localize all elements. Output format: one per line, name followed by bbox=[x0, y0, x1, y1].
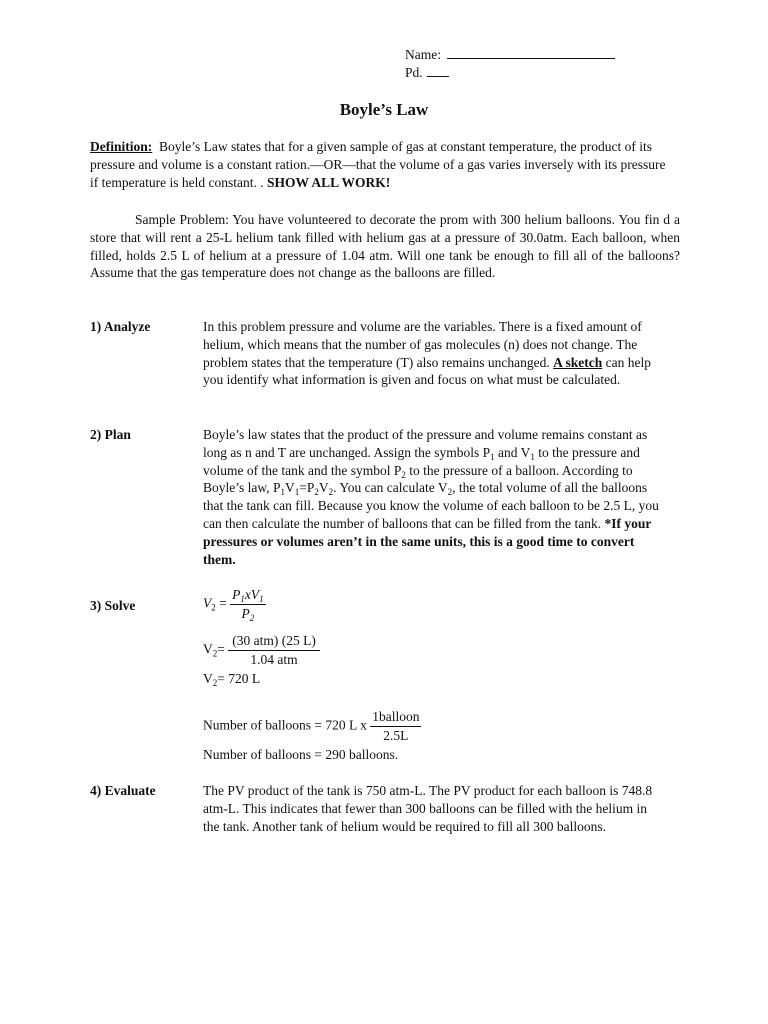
name-blank bbox=[447, 46, 615, 59]
solve-label: 3) Solve bbox=[90, 598, 136, 613]
analyze-text-b: can help you identify what information is given and focus on what must be calculated. bbox=[203, 354, 651, 388]
sub: 1 bbox=[280, 487, 285, 498]
sample-problem-text: Sample Problem: You have volunteered to decorate the prom with 300 helium balloons. You fin d a store that will rent a 25-L helium tank filled with helium gas at a pressure of 30.0atm. Each balloon, when filled, holds 2.5 L of helium at a pressure of 1.04 atm. Will one tank be enough to fill all of the balloons? Assume that the gas temperature does not change as the balloons are filled. bbox=[90, 212, 680, 281]
sub: 2 bbox=[212, 678, 218, 688]
sample-problem bbox=[90, 211, 680, 282]
sub: 2 bbox=[212, 648, 218, 659]
pd-blank bbox=[427, 64, 449, 77]
sub: 1 bbox=[490, 451, 495, 462]
balloons-fraction bbox=[370, 708, 421, 745]
plan-t2: and V bbox=[494, 444, 531, 460]
eq1-num-xv: xV bbox=[244, 587, 260, 602]
plan-text bbox=[203, 426, 663, 568]
balloons-result: Number of balloons = 290 balloons. bbox=[203, 747, 399, 762]
definition-label: Definition: bbox=[90, 139, 153, 154]
name-pd-block bbox=[405, 46, 635, 82]
pd-label: Pd. bbox=[405, 64, 423, 80]
eq3-result: = 720 L bbox=[217, 671, 261, 686]
plan-t7: V bbox=[318, 480, 329, 496]
sub: 2 bbox=[211, 602, 216, 613]
eq2-lhs: V bbox=[203, 641, 213, 657]
eq2-num: (30 atm) (25 L) bbox=[228, 632, 320, 651]
plan-t6: =P bbox=[299, 480, 315, 496]
sub: 1 bbox=[294, 487, 300, 498]
eq2-fraction bbox=[228, 632, 320, 669]
plan-label: 2) Plan bbox=[90, 427, 131, 442]
analyze-text-a: In this problem pressure and volume are the variables. There is a fixed amount of helium, which means that the number of gas molecules (n) does not change. The problem states that the temperature (T) also remains unchanged. bbox=[203, 319, 642, 370]
sub: 2 bbox=[314, 487, 319, 498]
balloons-num: 1balloon bbox=[370, 708, 421, 727]
analyze-text bbox=[203, 318, 653, 389]
plan-t4: to the pressure of a balloon. According to Boyle’s law, P bbox=[203, 462, 633, 496]
show-all-work: SHOW ALL WORK! bbox=[266, 174, 391, 190]
name-label: Name: bbox=[405, 47, 441, 62]
eq1-fraction bbox=[230, 586, 266, 623]
plan-t9: , the total volume of all the balloons that the tank can fill. Because you know the volume of each balloon to be 2.5 L, you can then calculate the number of balloons that can be filled from the tank. bbox=[203, 480, 659, 531]
balloons-text: Number of balloons = 720 L x bbox=[203, 717, 371, 733]
sketch-link: A sketch bbox=[553, 354, 603, 370]
sub: 2 bbox=[328, 487, 334, 498]
evaluate-text: The PV product of the tank is 750 atm-L. The PV product for each balloon is 748.8 atm-L. This indicates that fewer than 300 balloons can be filled with the helium in the tank. Another tank of helium would be required to fill all 300 balloons. bbox=[203, 783, 653, 834]
eq2-den: 1.04 atm bbox=[250, 651, 298, 667]
plan-t8: . You can calculate V bbox=[333, 480, 448, 496]
plan-t5: V bbox=[285, 480, 295, 496]
equation-3 bbox=[203, 670, 260, 688]
sub: 1 bbox=[240, 594, 245, 604]
eq1-num-p: P bbox=[232, 587, 241, 602]
balloons-equation bbox=[203, 708, 421, 745]
sub: 1 bbox=[530, 451, 535, 462]
eq3-lhs: V bbox=[203, 671, 213, 686]
plan-bold-note: *If your pressures or volumes aren’t in the same units, this is a good time to convert them. bbox=[203, 515, 652, 567]
sub: 2 bbox=[249, 612, 255, 623]
evaluate-label: 4) Evaluate bbox=[90, 783, 156, 798]
definition-text: Boyle’s Law states that for a given sample of gas at constant temperature, the product of its pressure and volume is a constant ration.—OR—that the volume of a gas varies inversely with its pressure if temperature is held constant. . bbox=[90, 139, 666, 190]
sub: 1 bbox=[259, 594, 264, 604]
sub: 2 bbox=[401, 469, 406, 480]
balloons-den: 2.5L bbox=[383, 727, 409, 743]
page-title: Boyle’s Law bbox=[339, 100, 429, 119]
definition-paragraph bbox=[90, 138, 672, 191]
plan-t1: Boyle’s law states that the product of the pressure and volume remains constant as long as n and T are unchanged. Assign the symbols P bbox=[203, 427, 648, 460]
equation-1 bbox=[203, 586, 266, 623]
sub: 2 bbox=[447, 487, 453, 498]
eq1-equals: = bbox=[219, 595, 227, 611]
equation-2 bbox=[203, 632, 320, 669]
eq1-lhs: V bbox=[203, 595, 212, 611]
plan-t3: to the pressure and volume of the tank and the symbol P bbox=[203, 444, 640, 478]
analyze-label: 1) Analyze bbox=[90, 319, 151, 334]
eq2-equals: = bbox=[217, 641, 225, 657]
eq1-den: P bbox=[241, 605, 250, 621]
